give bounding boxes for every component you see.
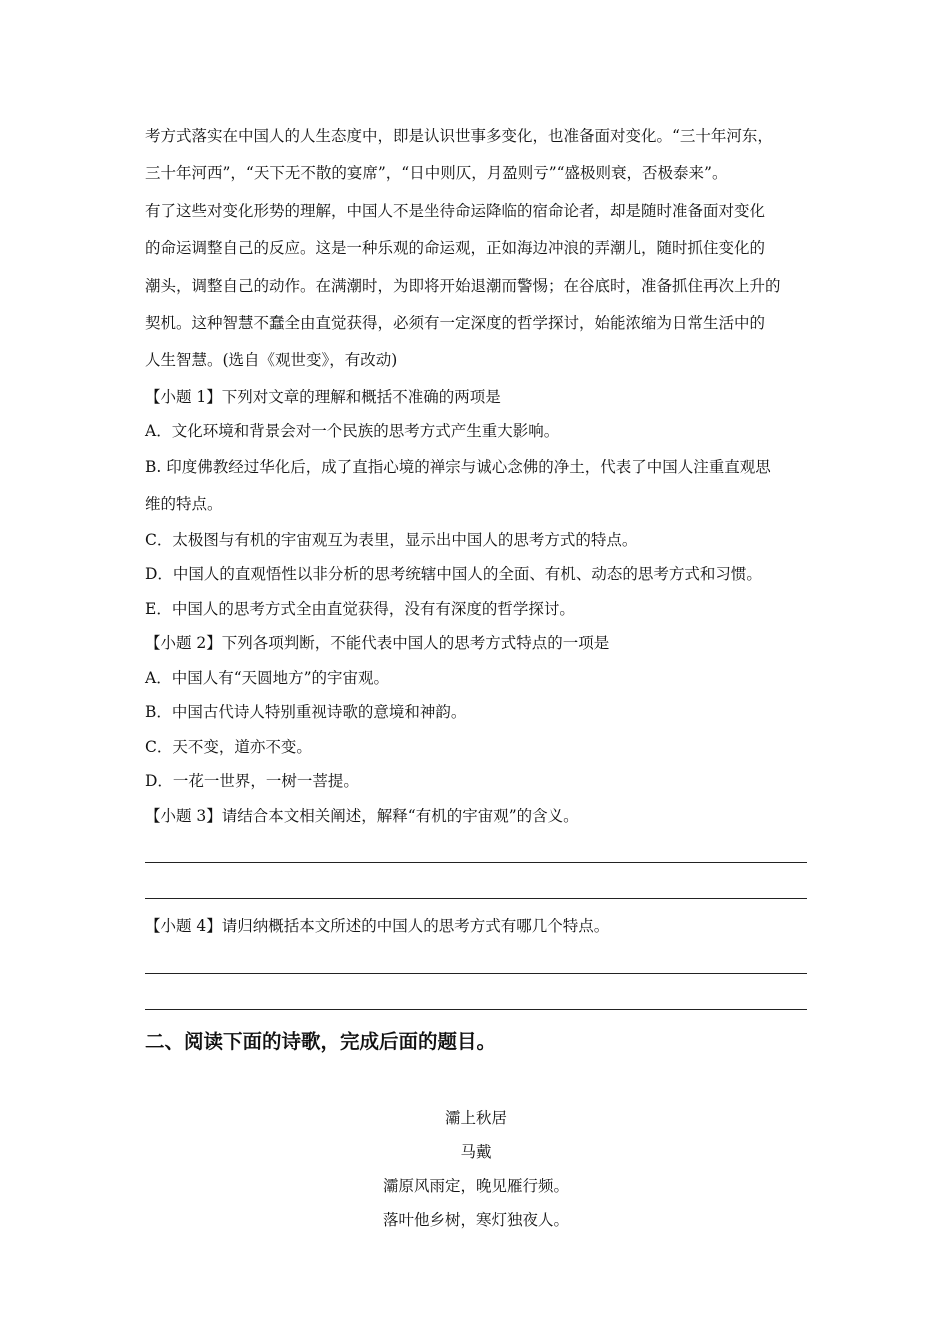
q1-option-b (145, 449, 807, 523)
poem-line: 落叶他乡树，寒灯独夜人。 (382, 1210, 569, 1229)
q1-option-d: D．中国人的直观悟性以非分析的思考统辖中国人的全面、有机、动态的思考方式和习惯。 (145, 565, 762, 584)
passage-line: 潮头，调整自己的动作。在满潮时，为即将开始退潮而警惕；在谷底时，准备抓住再次上升的 (145, 276, 781, 295)
passage-line: 的命运调整自己的反应。这是一种乐观的命运观，正如海边冲浪的弄潮儿，随时抓住变化的 (145, 239, 766, 258)
q3-stem: 【小题 3】请结合本文相关阐述，解释“有机的宇宙观”的含义。 (145, 806, 579, 825)
q3-answer-line[interactable] (145, 861, 807, 863)
passage-paragraph (145, 118, 807, 380)
poem-line: 灞原风雨定，晚见雁行频。 (382, 1176, 569, 1195)
q1-option-b-line: 维的特点。 (145, 494, 223, 513)
passage-line: 三十年河西”，“天下无不散的宴席”，“日中则仄，月盈则亏”“盛极则衰，否极泰来”。 (145, 164, 728, 183)
section-heading: 二、阅读下面的诗歌，完成后面的题目。 (145, 1029, 497, 1053)
q1-option-b-line: B. 印度佛教经过华化后，成了直指心境的禅宗与诚心念佛的净土，代表了中国人注重直观思 (145, 457, 771, 476)
poem (145, 1101, 807, 1237)
q1-stem: 【小题 1】下列对文章的理解和概括不准确的两项是 (145, 387, 501, 406)
passage-line: 人生智慧。(选自《观世变》，有改动) (145, 351, 398, 370)
q1-option-c: C．太极图与有机的宇宙观互为表里，显示出中国人的思考方式的特点。 (145, 530, 638, 549)
passage-line: 考方式落实在中国人的人生态度中，即是认识世事多变化，也准备面对变化。“三十年河东， (145, 127, 773, 145)
q4-answer-line[interactable] (145, 1008, 807, 1010)
poem-author: 马戴 (460, 1142, 492, 1161)
q2-option-c: C．天不变，道亦不变。 (145, 737, 312, 756)
q2-stem: 【小题 2】下列各项判断，不能代表中国人的思考方式特点的一项是 (145, 634, 610, 653)
q2-option-d: D．一花一世界，一树一菩提。 (145, 772, 359, 791)
q1-option-e: E．中国人的思考方式全由直觉获得，没有有深度的哲学探讨。 (145, 599, 575, 618)
q4-answer-line[interactable] (145, 972, 807, 974)
q4-stem: 【小题 4】请归纳概括本文所述的中国人的思考方式有哪几个特点。 (145, 917, 610, 936)
q2-option-a: A．中国人有“天圆地方”的宇宙观。 (145, 668, 390, 687)
q3-answer-line[interactable] (145, 897, 807, 899)
q2-option-b: B．中国古代诗人特别重视诗歌的意境和神韵。 (145, 703, 467, 722)
q1-option-a: A．文化环境和背景会对一个民族的思考方式产生重大影响。 (145, 422, 560, 441)
passage-line: 契机。这种智慧不蠢全由直觉获得，必须有一定深度的哲学探讨，始能浓缩为日常生活中的 (145, 314, 766, 333)
poem-title: 灞上秋居 (444, 1108, 507, 1127)
passage-line: 有了这些对变化形势的理解，中国人不是坐待命运降临的宿命论者，却是随时准备面对变化 (145, 201, 766, 220)
document-page (145, 118, 807, 1237)
